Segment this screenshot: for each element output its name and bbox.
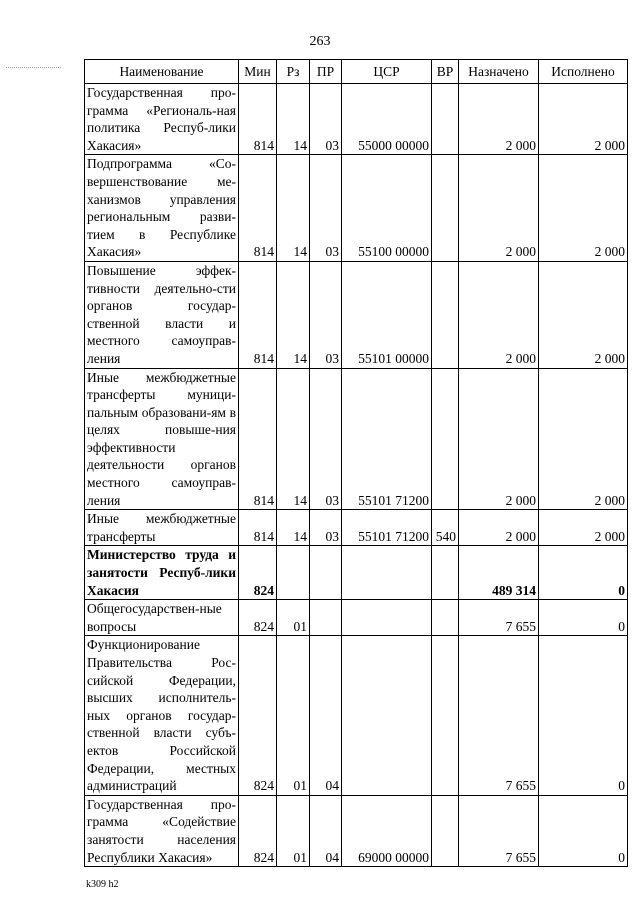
cell-rz: 14: [277, 261, 310, 368]
header-rz: Рз: [277, 60, 310, 84]
header-assigned: Назначено: [459, 60, 539, 84]
cell-rz: 14: [277, 510, 310, 546]
cell-min: 824: [239, 795, 277, 866]
cell-executed: 2 000: [539, 368, 628, 510]
cell-pr: 03: [310, 84, 342, 155]
cell-rz: 01: [277, 600, 310, 636]
header-name: Наименование: [85, 60, 239, 84]
margin-mark: [6, 67, 61, 68]
cell-min: 814: [239, 155, 277, 262]
cell-executed: 2 000: [539, 510, 628, 546]
cell-executed: 0: [539, 546, 628, 600]
cell-rz: [277, 546, 310, 600]
table-row: [85, 795, 628, 866]
header-pr: ПР: [310, 60, 342, 84]
cell-csr: 55100 00000: [342, 155, 432, 262]
cell-name: Повышение эффек-тивности деятельно-сти органов государ-ственной власти и местного самоуправ-ления: [85, 261, 239, 368]
cell-min: 824: [239, 546, 277, 600]
cell-rz: 14: [277, 84, 310, 155]
cell-vr: [432, 636, 459, 795]
budget-table: [84, 59, 628, 867]
cell-vr: [432, 600, 459, 636]
cell-min: 814: [239, 261, 277, 368]
cell-csr: 55101 71200: [342, 368, 432, 510]
cell-pr: 03: [310, 368, 342, 510]
cell-vr: [432, 261, 459, 368]
cell-min: 824: [239, 600, 277, 636]
cell-assigned: 2 000: [459, 155, 539, 262]
cell-csr: [342, 546, 432, 600]
table-row: [85, 600, 628, 636]
cell-pr: 04: [310, 795, 342, 866]
cell-assigned: 7 655: [459, 795, 539, 866]
cell-name: Государственная про-грамма «Региональ-ная политика Респуб-лики Хакасия»: [85, 84, 239, 155]
cell-min: 814: [239, 510, 277, 546]
cell-vr: [432, 84, 459, 155]
cell-min: 824: [239, 636, 277, 795]
cell-pr: 03: [310, 155, 342, 262]
cell-name: Государственная про-грамма «Содействие занятости населения Республики Хакасия»: [85, 795, 239, 866]
cell-name: Подпрограмма «Со-вершенствование ме-ханизмов управления региональным разви-тием в Республике Хакасия»: [85, 155, 239, 262]
cell-csr: 69000 00000: [342, 795, 432, 866]
cell-min: 814: [239, 368, 277, 510]
table-row: [85, 261, 628, 368]
header-executed: Исполнено: [539, 60, 628, 84]
table-row: [85, 155, 628, 262]
cell-csr: [342, 600, 432, 636]
table-row: [85, 510, 628, 546]
cell-assigned: 2 000: [459, 84, 539, 155]
header-min: Мин: [239, 60, 277, 84]
page-number: 263: [309, 34, 331, 49]
cell-name: Общегосударствен-ные вопросы: [85, 600, 239, 636]
cell-assigned: 7 655: [459, 600, 539, 636]
cell-pr: [310, 546, 342, 600]
cell-rz: 14: [277, 155, 310, 262]
cell-pr: 03: [310, 510, 342, 546]
cell-assigned: 7 655: [459, 636, 539, 795]
cell-name: Функционирование Правительства Рос-сийской Федерации, высших исполнитель-ных органов государ-ственной власти субъ-ектов Российской Федерации, местных администраций: [85, 636, 239, 795]
cell-csr: 55101 00000: [342, 261, 432, 368]
header-csr: ЦСР: [342, 60, 432, 84]
table-body: [85, 84, 628, 867]
table-row: [85, 368, 628, 510]
cell-csr: 55000 00000: [342, 84, 432, 155]
cell-executed: 2 000: [539, 261, 628, 368]
cell-vr: [432, 155, 459, 262]
table-row: [85, 546, 628, 600]
table-row: [85, 84, 628, 155]
cell-csr: 55101 71200: [342, 510, 432, 546]
cell-vr: [432, 795, 459, 866]
cell-executed: 0: [539, 636, 628, 795]
cell-executed: 2 000: [539, 155, 628, 262]
cell-executed: 2 000: [539, 84, 628, 155]
cell-pr: 04: [310, 636, 342, 795]
cell-assigned: 489 314: [459, 546, 539, 600]
cell-assigned: 2 000: [459, 368, 539, 510]
cell-vr: [432, 368, 459, 510]
cell-rz: 01: [277, 795, 310, 866]
cell-executed: 0: [539, 600, 628, 636]
cell-rz: 01: [277, 636, 310, 795]
cell-executed: 0: [539, 795, 628, 866]
cell-vr: 540: [432, 510, 459, 546]
cell-name: Иные межбюджетные трансферты муници-пальным образовани-ям в целях повыше-ния эффективности деятельности органов местного самоуправ-ления: [85, 368, 239, 510]
cell-rz: 14: [277, 368, 310, 510]
cell-vr: [432, 546, 459, 600]
table-header-row: [85, 60, 628, 84]
cell-pr: 03: [310, 261, 342, 368]
header-vr: ВР: [432, 60, 459, 84]
cell-name: Министерство труда и занятости Респуб-лики Хакасия: [85, 546, 239, 600]
cell-csr: [342, 636, 432, 795]
cell-assigned: 2 000: [459, 261, 539, 368]
cell-name: Иные межбюджетные трансферты: [85, 510, 239, 546]
cell-min: 814: [239, 84, 277, 155]
table-row: [85, 636, 628, 795]
footer-code: k309 h2: [86, 879, 119, 890]
cell-assigned: 2 000: [459, 510, 539, 546]
cell-pr: [310, 600, 342, 636]
